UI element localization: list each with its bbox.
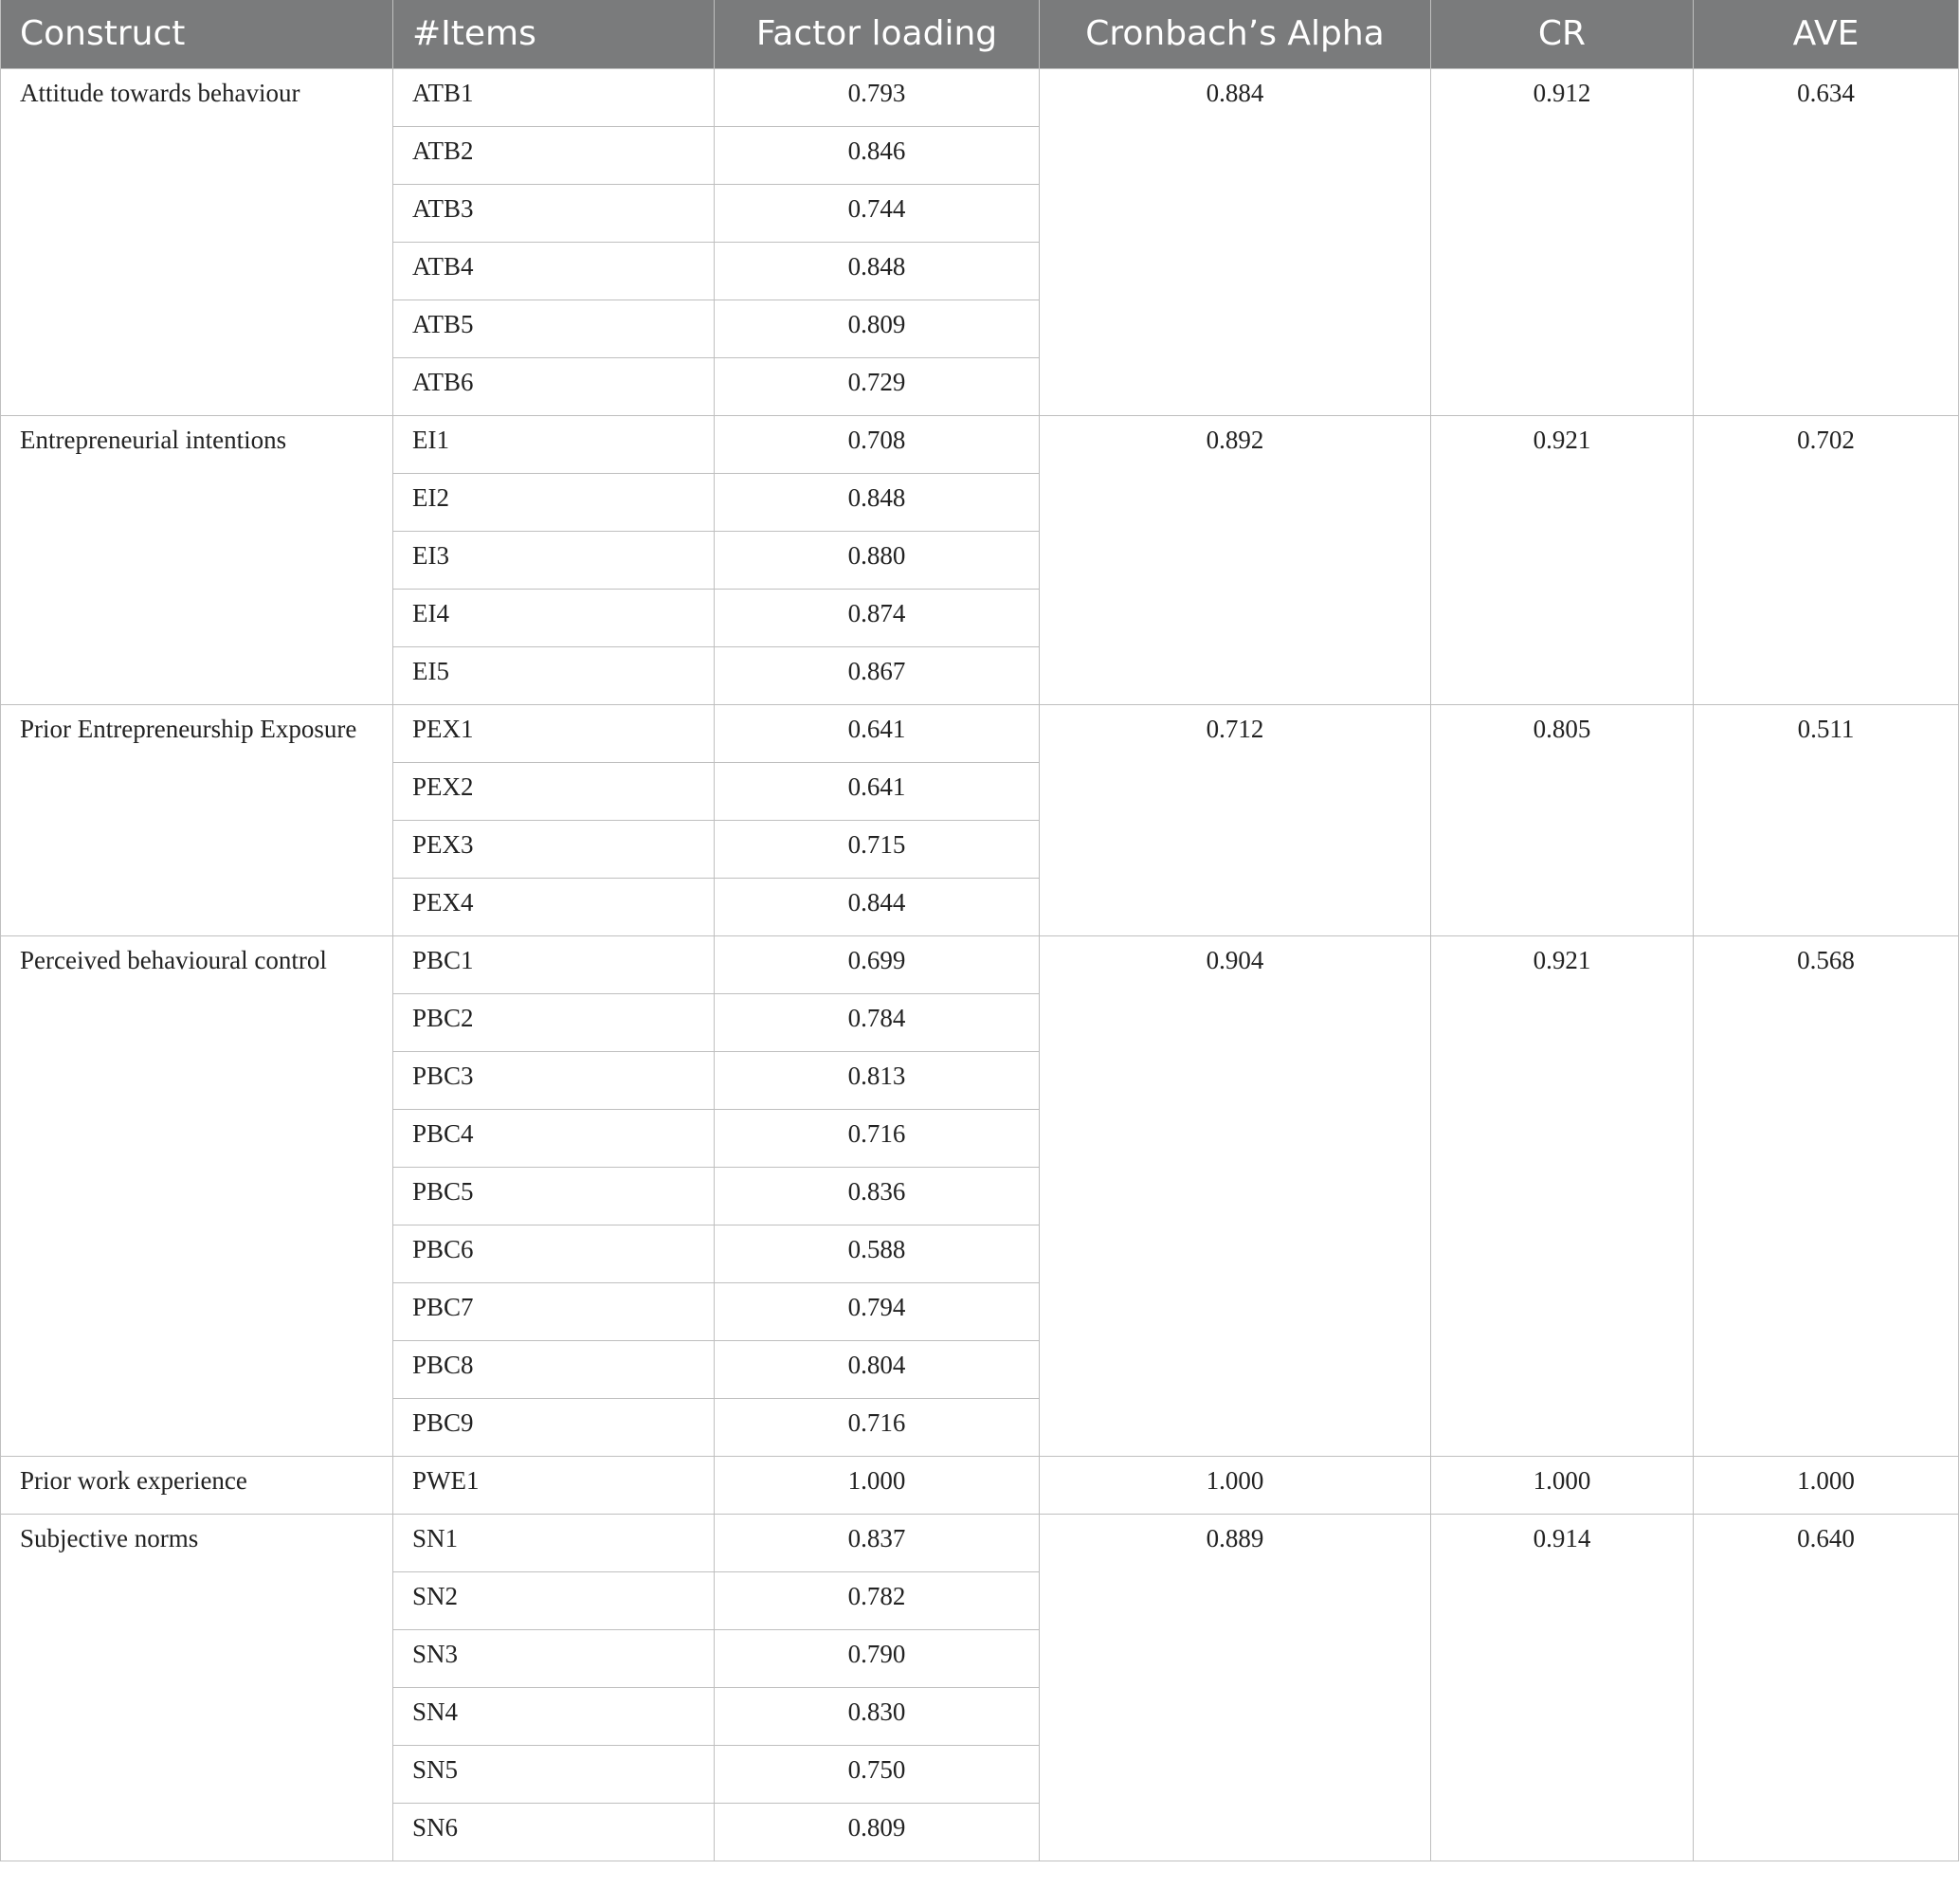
cr-cell: 0.805 [1431,704,1694,935]
cr-cell: 0.912 [1431,68,1694,415]
item-cell: PBC1 [393,935,715,993]
item-cell: PBC7 [393,1282,715,1340]
ave-cell: 0.568 [1694,935,1959,1456]
ave-cell: 0.640 [1694,1514,1959,1861]
table-row [1,415,1959,473]
factor-loading-cell: 0.848 [715,473,1040,531]
cronbach-alpha-cell: 0.904 [1040,935,1431,1456]
item-cell: PBC8 [393,1340,715,1398]
cronbach-alpha-cell: 0.712 [1040,704,1431,935]
table-header [1,0,1959,68]
construct-cell: Prior work experience [1,1456,393,1514]
header-cr: CR [1431,0,1694,68]
cronbach-alpha-cell: 1.000 [1040,1456,1431,1514]
factor-loading-cell: 0.729 [715,357,1040,415]
item-cell: SN4 [393,1687,715,1745]
item-cell: ATB4 [393,242,715,300]
item-cell: EI2 [393,473,715,531]
factor-loading-cell: 1.000 [715,1456,1040,1514]
item-cell: PBC6 [393,1225,715,1282]
factor-loading-cell: 0.793 [715,68,1040,126]
factor-loading-cell: 0.837 [715,1514,1040,1571]
item-cell: PBC2 [393,993,715,1051]
item-cell: EI4 [393,589,715,646]
factor-loading-cell: 0.716 [715,1398,1040,1456]
factor-loading-cell: 0.867 [715,646,1040,704]
factor-loading-cell: 0.782 [715,1571,1040,1629]
header-ave: AVE [1694,0,1959,68]
item-cell: EI1 [393,415,715,473]
cr-cell: 0.921 [1431,935,1694,1456]
item-cell: ATB1 [393,68,715,126]
item-cell: PBC3 [393,1051,715,1109]
factor-loading-cell: 0.641 [715,704,1040,762]
item-cell: SN2 [393,1571,715,1629]
table-row [1,1514,1959,1571]
factor-loading-cell: 0.790 [715,1629,1040,1687]
cr-cell: 0.914 [1431,1514,1694,1861]
ave-cell: 0.702 [1694,415,1959,704]
item-cell: ATB6 [393,357,715,415]
item-cell: ATB2 [393,126,715,184]
factor-loading-cell: 0.641 [715,762,1040,820]
cronbach-alpha-cell: 0.889 [1040,1514,1431,1861]
item-cell: SN5 [393,1745,715,1803]
item-cell: ATB5 [393,300,715,357]
factor-loading-cell: 0.880 [715,531,1040,589]
factor-loading-cell: 0.699 [715,935,1040,993]
factor-loading-cell: 0.846 [715,126,1040,184]
factor-loading-cell: 0.588 [715,1225,1040,1282]
factor-loading-cell: 0.715 [715,820,1040,878]
cronbach-alpha-cell: 0.892 [1040,415,1431,704]
item-cell: PEX2 [393,762,715,820]
header-construct: Construct [1,0,393,68]
construct-cell: Prior Entrepreneurship Exposure [1,704,393,935]
item-cell: SN6 [393,1803,715,1861]
construct-cell: Subjective norms [1,1514,393,1861]
factor-loading-cell: 0.844 [715,878,1040,935]
table-row [1,68,1959,126]
table-body [1,68,1959,1861]
table-row [1,704,1959,762]
item-cell: PEX4 [393,878,715,935]
item-cell: PEX1 [393,704,715,762]
item-cell: SN3 [393,1629,715,1687]
factor-loading-cell: 0.716 [715,1109,1040,1167]
ave-cell: 0.634 [1694,68,1959,415]
factor-loading-cell: 0.836 [715,1167,1040,1225]
construct-cell: Perceived behavioural control [1,935,393,1456]
table-row [1,935,1959,993]
header-cronbach-alpha: Cronbach’s Alpha [1040,0,1431,68]
cr-cell: 0.921 [1431,415,1694,704]
item-cell: ATB3 [393,184,715,242]
item-cell: PBC4 [393,1109,715,1167]
factor-loading-cell: 0.708 [715,415,1040,473]
cr-cell: 1.000 [1431,1456,1694,1514]
item-cell: PBC5 [393,1167,715,1225]
header-factor-loading: Factor loading [715,0,1040,68]
construct-cell: Attitude towards behaviour [1,68,393,415]
item-cell: PBC9 [393,1398,715,1456]
ave-cell: 1.000 [1694,1456,1959,1514]
header-row [1,0,1959,68]
item-cell: SN1 [393,1514,715,1571]
factor-loading-cell: 0.809 [715,300,1040,357]
table-row [1,1456,1959,1514]
factor-loading-cell: 0.874 [715,589,1040,646]
factor-loading-cell: 0.830 [715,1687,1040,1745]
factor-loading-cell: 0.809 [715,1803,1040,1861]
item-cell: EI3 [393,531,715,589]
construct-cell: Entrepreneurial intentions [1,415,393,704]
factor-loading-cell: 0.784 [715,993,1040,1051]
factor-loading-cell: 0.804 [715,1340,1040,1398]
item-cell: PEX3 [393,820,715,878]
header-items: #Items [393,0,715,68]
factor-loading-cell: 0.744 [715,184,1040,242]
item-cell: PWE1 [393,1456,715,1514]
ave-cell: 0.511 [1694,704,1959,935]
factor-loading-cell: 0.794 [715,1282,1040,1340]
factor-loading-cell: 0.750 [715,1745,1040,1803]
factor-loading-cell: 0.813 [715,1051,1040,1109]
item-cell: EI5 [393,646,715,704]
cronbach-alpha-cell: 0.884 [1040,68,1431,415]
factor-loading-cell: 0.848 [715,242,1040,300]
